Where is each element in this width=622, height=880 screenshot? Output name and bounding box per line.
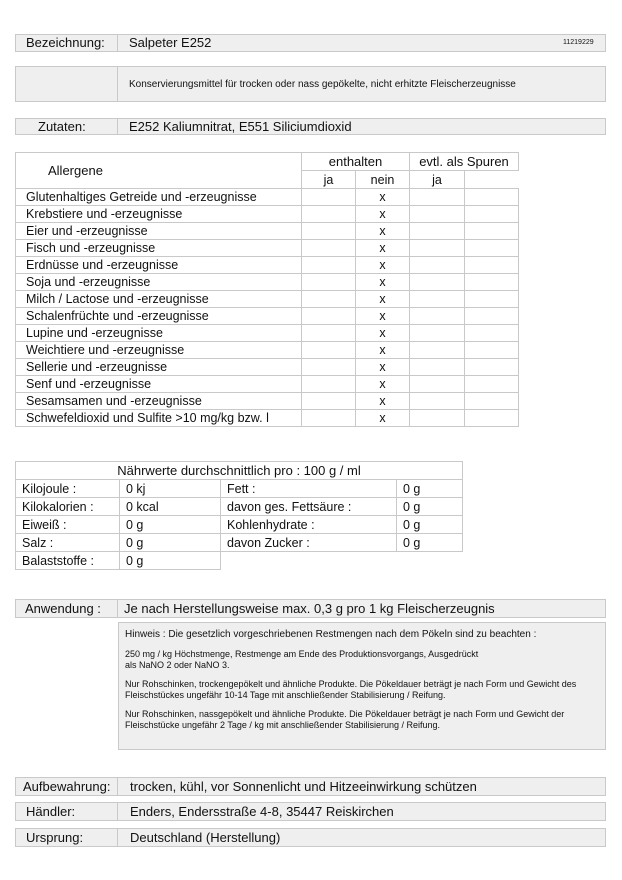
allergen-spuren <box>410 291 465 308</box>
allergen-nein: x <box>356 359 410 376</box>
nutrition-table <box>15 461 463 570</box>
allergen-row <box>16 206 519 223</box>
allergen-ja <box>302 274 356 291</box>
nutrition-label: Balaststoffe : <box>16 552 120 570</box>
allergen-spuren <box>410 223 465 240</box>
nutrition-label: davon Zucker : <box>221 534 397 552</box>
allergen-row <box>16 274 519 291</box>
nutrition-value: 0 g <box>397 534 463 552</box>
allergen-ja <box>302 257 356 274</box>
allergen-row <box>16 308 519 325</box>
allergen-empty <box>465 393 519 410</box>
nein-header: nein <box>356 171 410 189</box>
allergen-spuren <box>410 274 465 291</box>
hinweis-paragraph: 250 mg / kg Höchstmenge, Restmenge am Ende des Produktionsvorgangs, Ausgedrückt als NaNO 2 oder NaNO 3. <box>125 649 479 670</box>
allergen-nein: x <box>356 257 410 274</box>
allergen-header: Allergene <box>16 153 302 189</box>
allergen-name: Krebstiere und -erzeugnisse <box>16 206 302 223</box>
allergen-nein: x <box>356 291 410 308</box>
anwendung-label: Anwendung : <box>25 601 101 616</box>
haendler-value: Enders, Endersstraße 4-8, 35447 Reiskirchen <box>130 804 394 819</box>
haendler-label: Händler: <box>26 804 76 819</box>
nutrition-label: Eiweiß : <box>16 516 120 534</box>
allergen-nein: x <box>356 206 410 223</box>
allergen-empty <box>465 223 519 240</box>
allergen-nein: x <box>356 189 410 206</box>
aufbewahrung-label: Aufbewahrung: <box>23 779 111 794</box>
allergen-ja <box>302 240 356 257</box>
allergen-spuren <box>410 308 465 325</box>
hinweis-paragraph: Nur Rohschinken, nassgepökelt und ähnliche Produkte. Die Pökeldauer beträgt je nach Form und Gewicht der Fleischstücke ungefähr 2 Tage / kg mit anschließender Stabilisierung / Reifung. <box>125 709 565 730</box>
bezeichnung-label: Bezeichnung: <box>26 35 105 50</box>
allergen-row <box>16 240 519 257</box>
nutrition-row <box>16 498 463 516</box>
allergen-table <box>15 152 519 427</box>
allergen-empty <box>465 410 519 427</box>
aufbewahrung-value: trocken, kühl, vor Sonnenlicht und Hitzeeinwirkung schützen <box>130 779 477 794</box>
nutrition-row <box>16 516 463 534</box>
nutrition-label: davon ges. Fettsäure : <box>221 498 397 516</box>
hinweis-title: Hinweis : Die gesetzlich vorgeschriebenen Restmengen nach dem Pökeln sind zu beachten : <box>125 629 537 640</box>
enthalten-header: enthalten <box>302 153 410 171</box>
allergen-empty <box>465 206 519 223</box>
zutaten-value: E252 Kaliumnitrat, E551 Siliciumdioxid <box>129 119 352 134</box>
allergen-spuren <box>410 206 465 223</box>
hinweis-paragraph: Nur Rohschinken, trockengepökelt und ähnliche Produkte. Die Pökeldauer beträgt je nach Form und Gewicht des Fleischstückes ungefähr 10-14 Tage mit anschließender Stabilisierung / Reifung. <box>125 679 577 700</box>
allergen-spuren <box>410 240 465 257</box>
allergen-row <box>16 189 519 206</box>
allergen-name: Soja und -erzeugnisse <box>16 274 302 291</box>
allergen-spuren <box>410 359 465 376</box>
allergen-empty <box>465 257 519 274</box>
allergen-row <box>16 257 519 274</box>
spuren-ja-header: ja <box>410 171 465 189</box>
nutrition-label: Kohlenhydrate : <box>221 516 397 534</box>
allergen-row <box>16 359 519 376</box>
allergen-name: Schalenfrüchte und -erzeugnisse <box>16 308 302 325</box>
allergen-empty <box>465 240 519 257</box>
allergen-empty <box>465 342 519 359</box>
allergen-empty <box>465 325 519 342</box>
product-description: Konservierungsmittel für trocken oder nass gepökelte, nicht erhitzte Fleischerzeugnisse <box>129 79 516 90</box>
allergen-empty <box>465 189 519 206</box>
nutrition-value: 0 kcal <box>120 498 221 516</box>
nutrition-label: Fett : <box>221 480 397 498</box>
allergen-row <box>16 325 519 342</box>
allergen-nein: x <box>356 376 410 393</box>
nutrition-label: Kilojoule : <box>16 480 120 498</box>
allergen-ja <box>302 325 356 342</box>
allergen-name: Schwefeldioxid und Sulfite >10 mg/kg bzw. l <box>16 410 302 427</box>
nutrition-value: 0 kj <box>120 480 221 498</box>
allergen-name: Weichtiere und -erzeugnisse <box>16 342 302 359</box>
nutrition-value: 0 g <box>397 480 463 498</box>
allergen-nein: x <box>356 410 410 427</box>
allergen-spuren <box>410 257 465 274</box>
allergen-ja <box>302 393 356 410</box>
allergen-empty <box>465 291 519 308</box>
allergen-nein: x <box>356 342 410 359</box>
ursprung-value: Deutschland (Herstellung) <box>130 830 281 845</box>
spuren-header: evtl. als Spuren <box>410 153 519 171</box>
allergen-row <box>16 342 519 359</box>
bezeichnung-value: Salpeter E252 <box>129 35 212 50</box>
allergen-name: Eier und -erzeugnisse <box>16 223 302 240</box>
allergen-ja <box>302 410 356 427</box>
allergen-row <box>16 410 519 427</box>
allergen-empty <box>465 376 519 393</box>
allergen-name: Lupine und -erzeugnisse <box>16 325 302 342</box>
allergen-row <box>16 291 519 308</box>
article-code: 11219229 <box>563 39 594 46</box>
allergen-spuren <box>410 342 465 359</box>
allergen-name: Senf und -erzeugnisse <box>16 376 302 393</box>
nutrition-label: Salz : <box>16 534 120 552</box>
allergen-ja <box>302 359 356 376</box>
allergen-nein: x <box>356 308 410 325</box>
nutrition-row <box>16 480 463 498</box>
allergen-name: Glutenhaltiges Getreide und -erzeugnisse <box>16 189 302 206</box>
nutrition-header: Nährwerte durchschnittlich pro : 100 g / ml <box>16 462 463 480</box>
hinweis-box <box>118 622 606 750</box>
allergen-empty <box>465 359 519 376</box>
zutaten-label: Zutaten: <box>38 119 86 134</box>
nutrition-label: Kilokalorien : <box>16 498 120 516</box>
empty-header-cell <box>465 171 519 189</box>
nutrition-value: 0 g <box>120 516 221 534</box>
allergen-row <box>16 393 519 410</box>
allergen-name: Erdnüsse und -erzeugnisse <box>16 257 302 274</box>
allergen-row <box>16 223 519 240</box>
allergen-nein: x <box>356 393 410 410</box>
allergen-empty <box>465 308 519 325</box>
allergen-nein: x <box>356 240 410 257</box>
allergen-ja <box>302 308 356 325</box>
description-empty-cell <box>15 66 118 102</box>
allergen-ja <box>302 291 356 308</box>
ja-header: ja <box>302 171 356 189</box>
allergen-name: Fisch und -erzeugnisse <box>16 240 302 257</box>
allergen-nein: x <box>356 274 410 291</box>
nutrition-value: 0 g <box>397 516 463 534</box>
allergen-empty <box>465 274 519 291</box>
allergen-spuren <box>410 376 465 393</box>
allergen-name: Sesamsamen und -erzeugnisse <box>16 393 302 410</box>
allergen-ja <box>302 189 356 206</box>
allergen-nein: x <box>356 325 410 342</box>
allergen-ja <box>302 206 356 223</box>
allergen-spuren <box>410 393 465 410</box>
allergen-spuren <box>410 410 465 427</box>
allergen-spuren <box>410 325 465 342</box>
ursprung-label: Ursprung: <box>26 830 84 845</box>
anwendung-value: Je nach Herstellungsweise max. 0,3 g pro 1 kg Fleischerzeugnis <box>124 601 495 616</box>
nutrition-row <box>16 534 463 552</box>
allergen-ja <box>302 342 356 359</box>
allergen-row <box>16 376 519 393</box>
allergen-ja <box>302 223 356 240</box>
allergen-ja <box>302 376 356 393</box>
allergen-spuren <box>410 189 465 206</box>
allergen-name: Sellerie und -erzeugnisse <box>16 359 302 376</box>
nutrition-value: 0 g <box>120 534 221 552</box>
nutrition-value: 0 g <box>397 498 463 516</box>
allergen-name: Milch / Lactose und -erzeugnisse <box>16 291 302 308</box>
allergen-nein: x <box>356 223 410 240</box>
nutrition-value: 0 g <box>120 552 221 570</box>
